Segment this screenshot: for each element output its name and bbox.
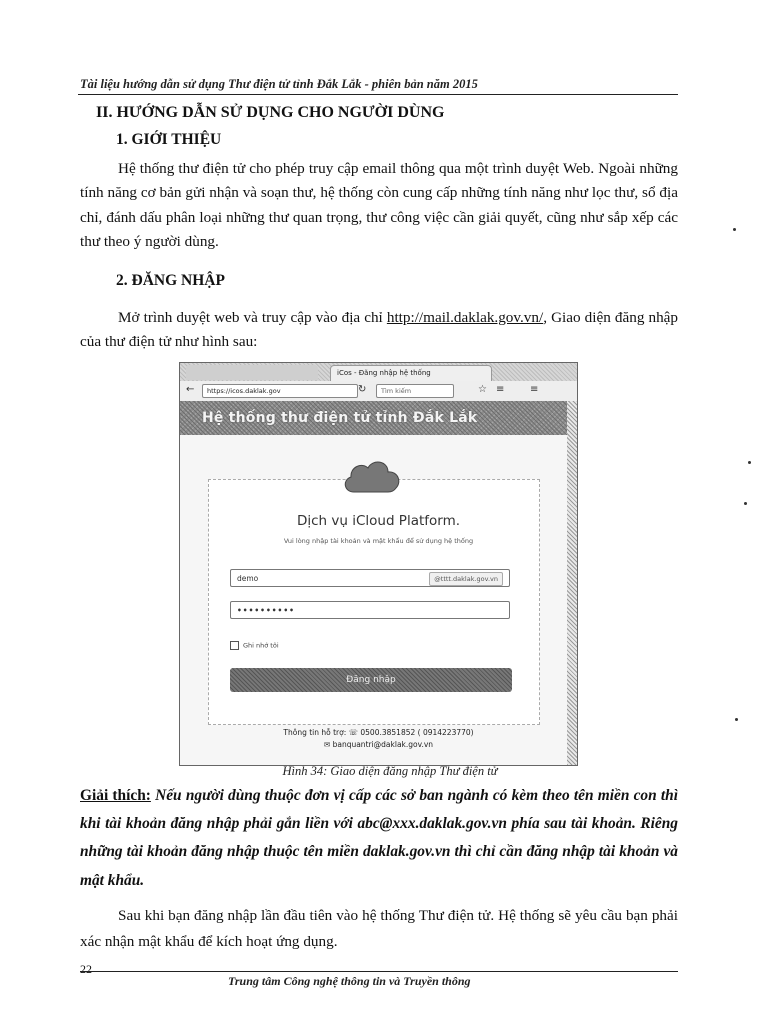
footer-rule bbox=[80, 971, 678, 972]
browser-tab-label: iCos - Đăng nhập hệ thống bbox=[337, 369, 431, 377]
subsection-login-title: 2. ĐĂNG NHẬP bbox=[116, 272, 225, 289]
scan-speck bbox=[744, 502, 747, 505]
login-button: Đăng nhập bbox=[230, 668, 512, 692]
browser-address-bar bbox=[180, 381, 577, 402]
scrollbar bbox=[567, 401, 577, 765]
password-input: •••••••••• bbox=[230, 601, 510, 619]
username-value: demo bbox=[237, 574, 259, 583]
subsection-intro-title: 1. GIỚI THIỆU bbox=[116, 131, 222, 148]
note-text: Nếu người dùng thuộc đơn vị cấp các sở ban ngành có kèm theo tên miền con thì khi tài khoản đăng nhập phải gắn liền với abc@xxx.daklak.gov.vn phía sau tài khoản. Riêng những tài khoản đăng nhập thuộc tên miền daklak.gov.vn thì chỉ cần đăng nhập tài khoản và mật khẩu. bbox=[80, 787, 678, 889]
scan-speck bbox=[748, 461, 751, 464]
bookmark-icon: ≡ bbox=[496, 384, 505, 395]
section-title: II. HƯỚNG DẪN SỬ DỤNG CHO NGƯỜI DÙNG bbox=[96, 104, 445, 121]
star-icon: ☆ bbox=[478, 384, 487, 395]
login-paragraph-before: Mở trình duyệt web và truy cập vào địa chỉ bbox=[118, 309, 387, 326]
cloud-icon bbox=[342, 458, 402, 494]
browser-tab-bar bbox=[180, 363, 577, 381]
note-paragraph bbox=[80, 782, 678, 895]
service-subtitle: Vui lòng nhập tài khoản và mật khẩu để sử dụng hệ thống bbox=[283, 537, 474, 545]
header-rule bbox=[78, 94, 678, 95]
login-paragraph-after: , Giao diện đăng nhập của thư điện tử như hình sau: bbox=[80, 309, 678, 351]
app-title: Hệ thống thư điện tử tỉnh Đắk Lắk bbox=[202, 410, 478, 426]
login-paragraph bbox=[80, 306, 678, 355]
intro-paragraph-text: Hệ thống thư điện tử cho phép truy cập email thông qua một trình duyệt Web. Ngoài những tính năng cơ bản gửi nhận và soạn thư, hệ thống còn cung cấp những tính năng như lọc thư, sổ địa chỉ, đánh dấu phân loại những thư quan trọng, thư công việc cần giải quyết, cũng như sắp xếp các thư theo ý người dùng. bbox=[80, 160, 678, 251]
menu-icon: ≡ bbox=[530, 384, 539, 395]
login-screenshot bbox=[179, 362, 578, 766]
remember-checkbox bbox=[230, 641, 239, 650]
service-title: Dịch vụ iCloud Platform. bbox=[296, 513, 461, 529]
support-info bbox=[180, 727, 577, 751]
app-title-bar bbox=[180, 401, 577, 435]
browser-tab-active bbox=[330, 365, 492, 381]
running-header: Tài liệu hướng dẫn sử dụng Thư điện tử tỉnh Đắk Lắk - phiên bản năm 2015 bbox=[80, 77, 478, 91]
remember-me bbox=[230, 641, 279, 650]
back-arrow-icon: ← bbox=[186, 384, 195, 395]
username-input bbox=[230, 569, 510, 587]
scan-speck bbox=[733, 228, 736, 231]
remember-label: Ghi nhớ tôi bbox=[243, 641, 279, 650]
support-email: ✉ banquantri@daklak.gov.vn bbox=[323, 740, 434, 749]
note-label: Giải thích: bbox=[80, 787, 151, 804]
mail-link[interactable]: http://mail.daklak.gov.vn/ bbox=[386, 309, 544, 326]
browser-search-field: Tìm kiếm bbox=[376, 384, 454, 398]
final-paragraph-text: Sau khi bạn đăng nhập lần đầu tiên vào hệ thống Thư điện tử. Hệ thống sẽ yêu cầu bạn phải xác nhận mật khẩu để kích hoạt ứng dụng. bbox=[80, 907, 678, 950]
browser-tab-inactive bbox=[186, 365, 318, 380]
footer-text: Trung tâm Công nghệ thông tin và Truyền thông bbox=[228, 974, 471, 988]
reload-icon: ↻ bbox=[358, 384, 367, 395]
support-phone: Thông tin hỗ trợ: ☏ 0500.3851852 ( 0914223770) bbox=[283, 728, 474, 737]
url-field: https://icos.daklak.gov bbox=[202, 384, 358, 398]
figure-caption: Hình 34: Giao diện đăng nhập Thư điện tử bbox=[282, 764, 498, 778]
scan-speck bbox=[735, 718, 738, 721]
domain-suffix: @tttt.daklak.gov.vn bbox=[429, 572, 503, 586]
page-number: 22 bbox=[80, 962, 92, 976]
intro-paragraph bbox=[80, 157, 678, 255]
final-paragraph bbox=[80, 903, 678, 955]
